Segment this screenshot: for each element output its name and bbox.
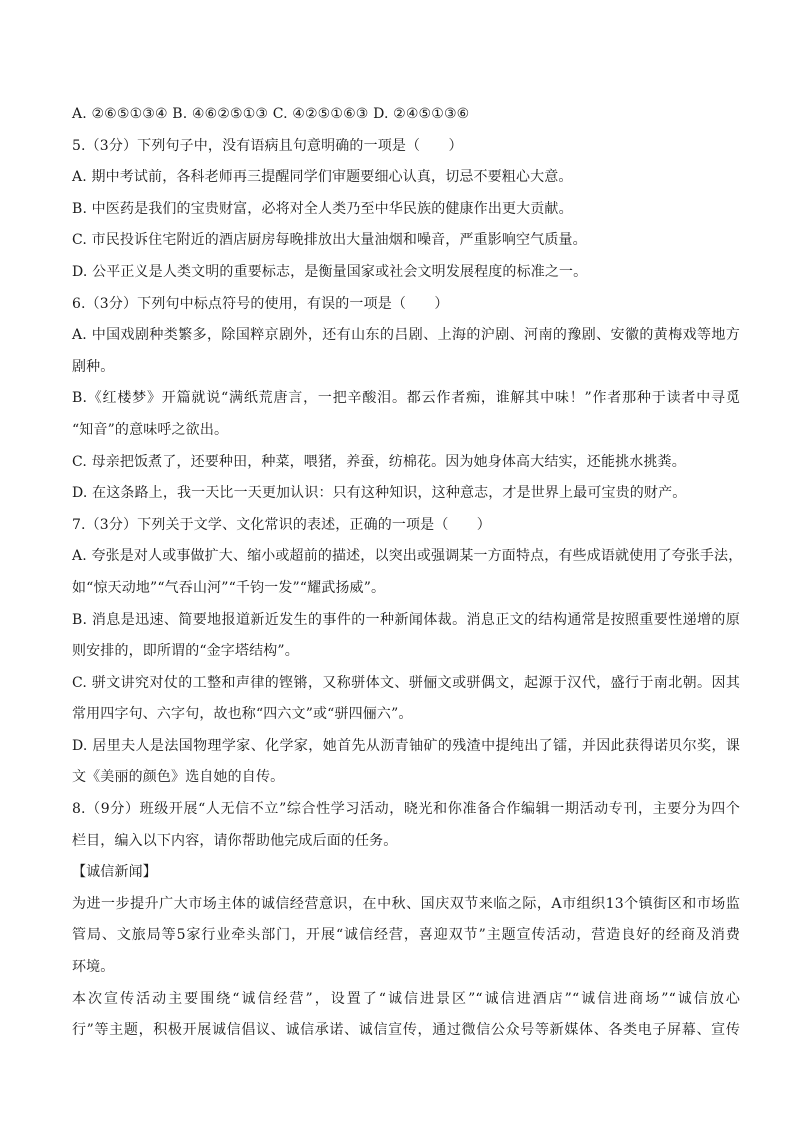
q6-option-b: B.《红楼梦》开篇就说“满纸荒唐言，一把辛酸泪。都云作者痴，谁解其中味！”作者那种于读者中寻觅: [72, 390, 740, 407]
q5-stem: 5.（3分）下列句子中，没有语病且句意明确的一项是（ ）: [72, 137, 463, 154]
q7-option-b: B. 消息是迅速、简要地报道新近发生的事件的一种新闻体裁。消息正文的结构通常是按照重要性递增的原: [72, 611, 740, 628]
q6-option-c: C. 母亲把饭煮了，还要种田，种菜，喂猪，养蚕，纺棉花。因为她身体高大结实，还能挑水挑粪。: [72, 453, 686, 470]
news-paragraph-2-line-2: 行”等主题，积极开展诚信倡议、诚信承诺、诚信宣传，通过微信公众号等新媒体、各类电子屏幕、宣传: [72, 1022, 740, 1039]
q6-option-a: A. 中国戏剧种类繁多，除国粹京剧外，还有山东的吕剧、上海的沪剧、河南的豫剧、安徽的黄梅戏等地方: [72, 327, 740, 344]
news-paragraph-1-line-3: 环境。: [72, 959, 115, 976]
q7-option-d: D. 居里夫人是法国物理学家、化学家，她首先从沥青铀矿的残渣中提纯出了镭，并因此获得诺贝尔奖，课: [72, 737, 740, 754]
news-paragraph-1-line-2: 管局、文旅局等5家行业牵头部门，开展“诚信经营，喜迎双节”主题宣传活动，营造良好的经商及消费: [72, 927, 740, 944]
q5-option-b: B. 中医药是我们的宝贵财富，必将对全人类乃至中华民族的健康作出更大贡献。: [72, 200, 573, 217]
q6-option-b-cont: “知音”的意味呼之欲出。: [72, 421, 229, 438]
q7-option-d-cont: 文《美丽的颜色》选自她的自传。: [72, 769, 285, 786]
q7-option-b-cont: 则安排的，即所谓的“金字塔结构”。: [72, 643, 299, 660]
q6-stem: 6.（3分）下列句中标点符号的使用，有误的一项是（ ）: [72, 295, 449, 312]
section-title-integrity-news: 【诚信新闻】: [72, 864, 157, 881]
news-paragraph-2-line-1: 本次宣传活动主要围绕“诚信经营”，设置了“诚信进景区”“诚信进酒店”“诚信进商场”“诚信放心: [72, 990, 740, 1007]
q7-option-a: A. 夸张是对人或事做扩大、缩小或超前的描述，以突出或强调某一方面特点，有些成语就使用了夸张手法，: [72, 548, 743, 565]
q7-stem: 7.（3分）下列关于文学、文化常识的表述，正确的一项是（ ）: [72, 516, 491, 533]
q7-option-c-cont: 常用四字句、六字句，故也称“四六文”或“骈四俪六”。: [72, 706, 413, 723]
q8-stem-cont: 栏目，编入以下内容，请你帮助他完成后面的任务。: [72, 832, 398, 849]
q5-option-c: C. 市民投诉住宅附近的酒店厨房每晚排放出大量油烟和噪音，严重影响空气质量。: [72, 232, 587, 249]
q4-options: A. ②⑥⑤①③④ B. ④⑥②⑤①③ C. ④②⑤①⑥③ D. ②④⑤①③⑥: [72, 106, 470, 122]
q5-option-a: A. 期中考试前，各科老师再三提醒同学们审题要细心认真，切忌不要粗心大意。: [72, 169, 573, 186]
q5-option-d: D. 公平正义是人类文明的重要标志，是衡量国家或社会文明发展程度的标准之一。: [72, 263, 588, 280]
q6-option-a-cont: 剧种。: [72, 358, 115, 375]
q7-option-a-cont: 如“惊天动地”“气吞山河”“千钧一发”“耀武扬威”。: [72, 579, 386, 596]
q7-option-c: C. 骈文讲究对仗的工整和声律的铿锵，又称骈体文、骈俪文或骈偶文，起源于汉代，盛行于南北朝。因其: [72, 674, 740, 691]
q8-stem: 8.（9分）班级开展“人无信不立”综合性学习活动，晓光和你准备合作编辑一期活动专刊，主要分为四个: [72, 801, 740, 818]
document-page: [72, 99, 743, 1047]
q6-option-d: D. 在这条路上，我一天比一天更加认识：只有这种知识，这种意志，才是世界上最可宝贵的财产。: [72, 485, 687, 502]
news-paragraph-1-line-1: 为进一步提升广大市场主体的诚信经营意识，在中秋、国庆双节来临之际，A市组织13个镇街区和市场监: [72, 895, 740, 912]
